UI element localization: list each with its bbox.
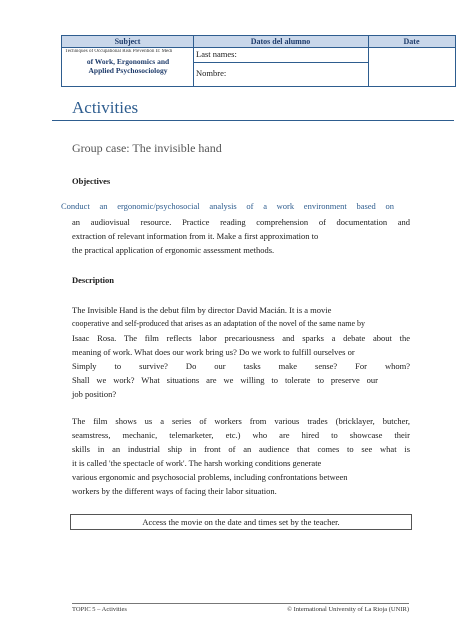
case-title: Group case: The invisible hand [72,141,222,155]
footer-copyright: © International University of La Rioja (UNIR) [287,606,409,613]
objectives-text: an audiovisual resource. Practice reading comprehension of documentation and extraction of relevant information from it. Make a first approximation to the practical application of ergonomic assessment methods. [72,217,410,255]
student-header-table [61,35,456,87]
objectives-first-line: Conduct an ergonomic/psychosocial analysis of a work environment based on [61,201,394,211]
page-title: Activities [72,98,139,117]
movie-access-note: Access the movie on the date and times set by the teacher. [70,514,412,530]
description-heading: Description [72,275,115,285]
last-names-label: Last names: [196,49,237,59]
description-paragraph-1: The Invisible Hand is the debut film by director David Macián. It is a movie cooperative and self-produced that arises as an adaptation of the novel of the same name by Isaac Rosa. The film reflects labor precariousness and sparks a debate about the meaning of work. What does our work bring us? Do we work to fulfill ourselves or Simply to survive? Do our tasks make sense? For whom? Shall we work? What situations are we willing to tolerate to preserve our job position? [72,305,410,399]
title-divider [52,120,454,121]
description-paragraph-2: The film shows us a series of workers from various trades (bricklayer, butcher, seamstress, mechanic, telemarketer, etc.) who are hired to showcase their skills in an industrial ship in front of an audience that comes to see what is it is called 'the spectacle of work'. The harsh working conditions generate various ergonomic and psychosocial problems, including confrontations between workers by the different ways of facing their labor situation. [72,416,410,496]
subject-name: of Work, Ergonomics and Applied Psychosociology [86,57,170,75]
objectives-heading: Objectives [72,176,111,186]
subject-course-text: Techniques of Occupational Risk Prevention II: Medi [65,49,173,54]
subject-column-header: Subject [114,37,141,46]
footer-topic: TOPIC 5 – Activities [72,606,127,613]
student-data-column-header: Datos del alumno [250,37,311,46]
name-label: Nombre: [196,68,227,78]
date-column-header: Date [403,37,420,46]
footer-divider [72,603,409,604]
